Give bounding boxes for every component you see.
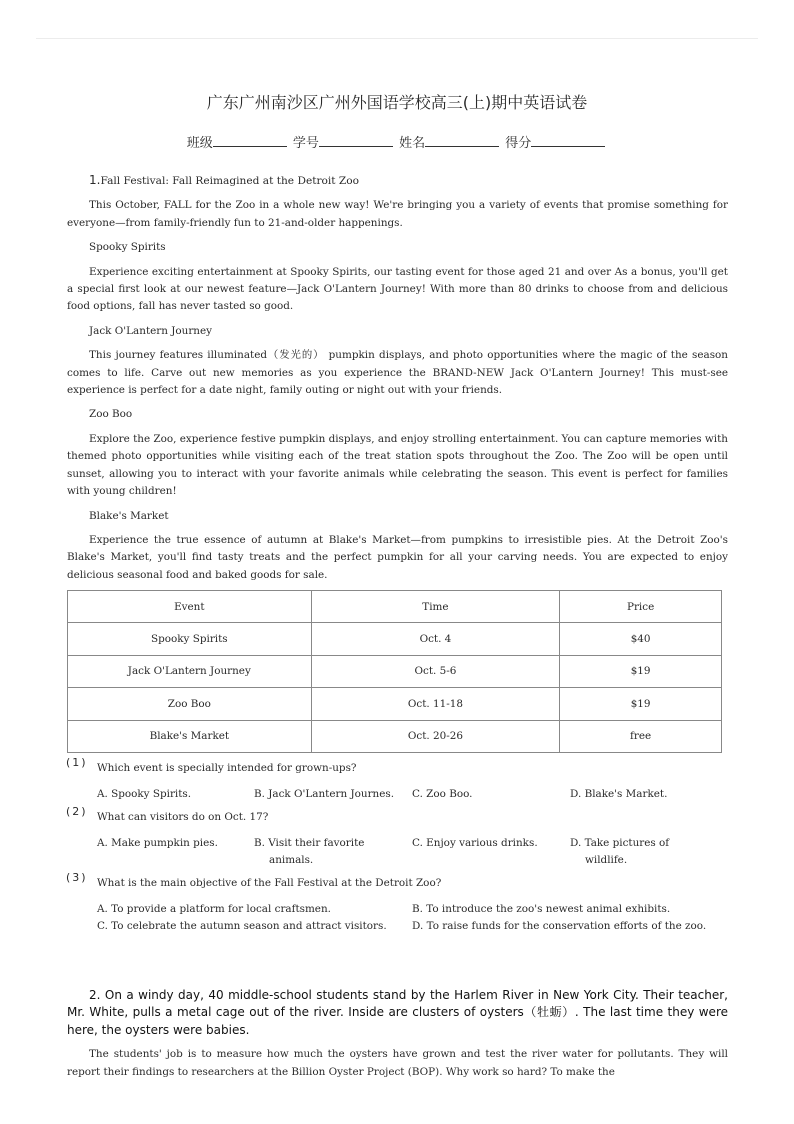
score-label: 得分	[505, 136, 532, 151]
answer-option-d[interactable]: D. To raise funds for the conservation efforts of the zoo.	[412, 920, 707, 932]
table-cell: Zoo Boo	[68, 688, 312, 720]
table-row	[68, 623, 722, 655]
events-table	[67, 590, 722, 753]
answer-option-d[interactable]: D. Blake's Market.	[570, 788, 668, 800]
name-label: 姓名	[399, 136, 426, 151]
subquestion-number: (3)	[66, 871, 88, 884]
q2-intro: 2. On a windy day, 40 middle-school students stand by the Harlem River in New York City. Their teacher, Mr. White, pulls a metal cage out of the river. Inside are clusters of oysters（牡蛎）. The last time they were here, the oysters were babies.	[67, 988, 728, 1037]
answer-option-b[interactable]: B. To introduce the zoo's newest animal exhibits.	[412, 903, 671, 915]
answer-option-b[interactable]: B. Visit their favorite animals.	[254, 837, 365, 867]
section-title: Blake's Market	[89, 509, 169, 522]
student-info-line	[0, 132, 794, 151]
exam-title: 广东广州南沙区广州外国语学校高三(上)期中英语试卷	[206, 93, 588, 112]
section-text: Experience exciting entertainment at Spooky Spirits, our tasting event for those aged 21 and over As a bonus, you'll get a special first look at our newest feature—Jack O'Lantern Journey! With more than 80 drinks to choose from and delicious food options, fall has never tasted so good.	[67, 265, 728, 313]
table-cell: $19	[560, 655, 722, 687]
question-1-passage	[67, 172, 728, 584]
answer-option-a[interactable]: A. Spooky Spirits.	[97, 788, 192, 800]
section-text: This journey features illuminated（发光的） pumpkin displays, and photo opportunities where the magic of the season comes to life. Carve out new memories as you experience the BRAND-NEW Jack O'Lantern Journey! This must-see experience is perfect for a date night, family outing or night out with your friends.	[67, 349, 728, 397]
table-row	[68, 720, 722, 752]
question-2-passage	[67, 987, 728, 1081]
q1-heading: Fall Festival: Fall Reimagined at the Detroit Zoo	[100, 175, 360, 187]
answer-option-a[interactable]: A. To provide a platform for local craftsmen.	[97, 903, 331, 915]
section-title: Jack O'Lantern Journey	[89, 324, 213, 337]
subquestion-text: What is the main objective of the Fall Festival at the Detroit Zoo?	[97, 877, 442, 889]
table-cell: Jack O'Lantern Journey	[68, 655, 312, 687]
table-header-row	[68, 591, 722, 623]
subquestion-text: Which event is specially intended for grown-ups?	[97, 762, 357, 774]
answer-option-d[interactable]: D. Take pictures of wildlife.	[570, 837, 670, 867]
name-blank[interactable]	[425, 134, 499, 147]
table-cell: Oct. 11-18	[311, 688, 560, 720]
class-blank[interactable]	[213, 134, 287, 147]
subquestion-number: (1)	[66, 756, 88, 769]
answer-option-c[interactable]: C. Enjoy various drinks.	[412, 837, 538, 849]
class-label: 班级	[186, 136, 213, 151]
table-cell: $40	[560, 623, 722, 655]
table-cell: free	[560, 720, 722, 752]
section-text: Experience the true essence of autumn at Blake's Market—from pumpkins to irresistible pies. At the Detroit Zoo's Blake's Market, you'll find tasty treats and the perfect pumpkin for all your carving needs. You are expected to enjoy delicious seasonal food and baked goods for sale.	[67, 533, 728, 581]
answer-option-b[interactable]: B. Jack O'Lantern Journes.	[254, 788, 395, 800]
q1-heading-line	[67, 172, 728, 190]
table-cell: Oct. 20-26	[311, 720, 560, 752]
table-cell: Spooky Spirits	[68, 623, 312, 655]
table-header-cell: Price	[560, 591, 722, 623]
q1-intro: This October, FALL for the Zoo in a whole new way! We're bringing you a variety of events that promise something for everyone—from family-friendly fun to 21-and-older happenings.	[67, 199, 728, 229]
subquestion-number: (2)	[66, 805, 88, 818]
table-header-cell: Time	[311, 591, 560, 623]
table-cell: Blake's Market	[68, 720, 312, 752]
student-number-label: 学号	[292, 136, 319, 151]
answer-option-c[interactable]: C. Zoo Boo.	[412, 788, 473, 800]
score-blank[interactable]	[531, 134, 605, 147]
table-row	[68, 655, 722, 687]
q2-paragraph: The students' job is to measure how much the oysters have grown and test the river water for pollutants. They will report their findings to researchers at the Billion Oyster Project (BOP). Why work so hard? To make the	[67, 1048, 728, 1078]
page-top-divider	[36, 38, 758, 39]
answer-option-c[interactable]: C. To celebrate the autumn season and attract visitors.	[97, 920, 387, 932]
table-header-cell: Event	[68, 591, 312, 623]
table-cell: Oct. 5-6	[311, 655, 560, 687]
section-text: Explore the Zoo, experience festive pumpkin displays, and enjoy strolling entertainment. You can capture memories with themed photo opportunities while visiting each of the treat station spots throughout the Zoo. The Zoo will be open until sunset, allowing you to interact with your favorite animals while celebrating the season. This event is perfect for families with young children!	[67, 432, 728, 498]
student-number-blank[interactable]	[319, 134, 393, 147]
section-title: Spooky Spirits	[89, 241, 166, 254]
section-title: Zoo Boo	[89, 408, 133, 421]
table-cell: $19	[560, 688, 722, 720]
subquestion-text: What can visitors do on Oct. 17?	[97, 811, 269, 823]
answer-option-a[interactable]: A. Make pumpkin pies.	[97, 837, 218, 849]
q1-number: 1.	[89, 173, 101, 187]
table-cell: Oct. 4	[311, 623, 560, 655]
table-row	[68, 688, 722, 720]
